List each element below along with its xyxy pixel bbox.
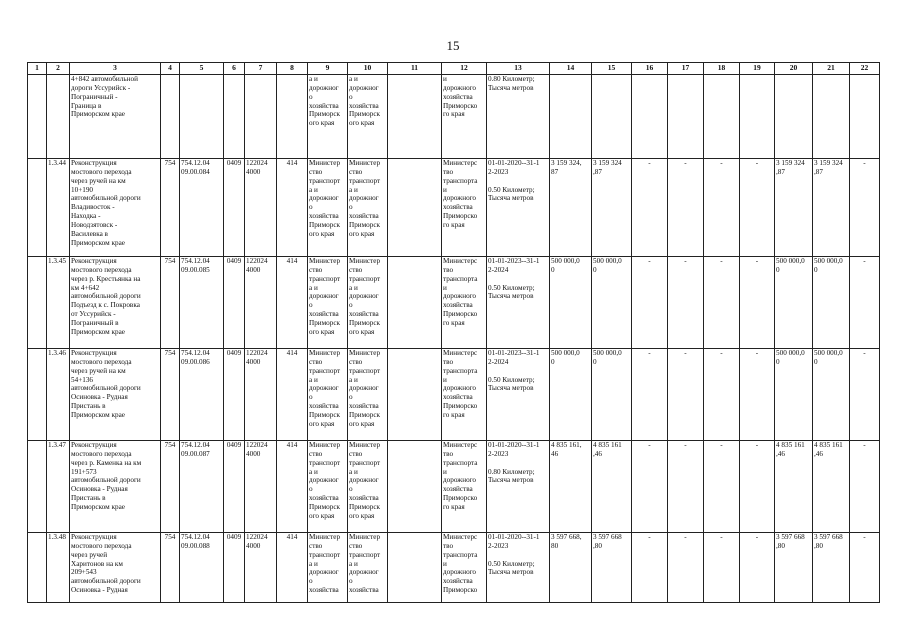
table-cell: Реконструкция мостового перехода через ручей на км 10+190 автомобильной дороги Владивосток - Находка - Новодзятовск - Василевка в Приморском крае	[70, 159, 161, 257]
column-header: 9	[308, 63, 348, 75]
table-cell: 0409	[224, 349, 245, 441]
table-cell: Министер ство транспорт а и дорожног о хозяйства Приморск ого края	[348, 349, 388, 441]
table-cell: 500 000,0 0	[813, 257, 850, 349]
table-cell: Министер ство транспорт а и дорожног о хозяйства Приморск ого края	[348, 159, 388, 257]
header-row	[28, 63, 880, 75]
table-cell: 1.3.45	[47, 257, 70, 349]
table-cell: -	[850, 533, 880, 603]
column-header: 7	[245, 63, 277, 75]
table-row	[28, 533, 880, 603]
page-number: 15	[446, 38, 460, 53]
table-cell: 754.12.04 09.00.084	[180, 159, 224, 257]
table-cell: 01-01-2020--31-1 2-2023 0.50 Километр; Тысяча метров	[487, 159, 550, 257]
table-cell	[388, 159, 442, 257]
table-cell: 500 000,0 0	[775, 349, 813, 441]
table-cell: 414	[277, 349, 308, 441]
column-header: 15	[592, 63, 632, 75]
table-cell	[850, 75, 880, 159]
table-cell: 1.3.47	[47, 441, 70, 533]
table-cell	[632, 75, 668, 159]
table-cell: 414	[277, 159, 308, 257]
column-header: 2	[47, 63, 70, 75]
table-cell: 3 159 324 ,87	[775, 159, 813, 257]
table-cell: -	[704, 533, 740, 603]
table-cell	[704, 75, 740, 159]
table-cell: Министерс тво транспорта и дорожного хозяйства Приморско го края	[442, 159, 487, 257]
table-cell: -	[740, 159, 775, 257]
table-cell: -	[632, 441, 668, 533]
table-cell: 01-01-2023--31-1 2-2024 0.50 Километр; Тысяча метров	[487, 257, 550, 349]
column-header: 8	[277, 63, 308, 75]
table-cell	[161, 75, 180, 159]
table-cell	[388, 441, 442, 533]
column-header: 21	[813, 63, 850, 75]
table-cell: 4 835 161, 46	[550, 441, 592, 533]
table-cell: -	[668, 349, 704, 441]
table-cell: 754.12.04 09.00.087	[180, 441, 224, 533]
table-cell: а и дорожног о хозяйства Приморск ого края	[308, 75, 348, 159]
table-cell: -	[740, 533, 775, 603]
table-cell: 3 597 668 ,80	[775, 533, 813, 603]
table-cell: -	[850, 257, 880, 349]
table-cell: 4 835 161 ,46	[813, 441, 850, 533]
table-cell: 0409	[224, 533, 245, 603]
table-cell: 1.3.44	[47, 159, 70, 257]
table-cell: -	[668, 257, 704, 349]
table-cell: 1.3.48	[47, 533, 70, 603]
table-cell: Реконструкция мостового перехода через р. Крестьянка на км 4+642 автомобильной дороги Подъезд к с. Покровка от Уссурийск - Пограничный в Приморском крае	[70, 257, 161, 349]
table-cell: -	[632, 533, 668, 603]
table-cell	[740, 75, 775, 159]
table-cell: -	[704, 257, 740, 349]
table-cell: -	[668, 441, 704, 533]
table-cell: Министерс тво транспорта и дорожного хозяйства Приморско го края	[442, 257, 487, 349]
table-cell: 0409	[224, 159, 245, 257]
column-header: 10	[348, 63, 388, 75]
table-cell	[388, 533, 442, 603]
table-cell: Министер ство транспорт а и дорожног о хозяйства Приморск ого края	[308, 349, 348, 441]
table-cell	[28, 349, 47, 441]
table-cell: 500 000,0 0	[550, 349, 592, 441]
table-row	[28, 441, 880, 533]
table-row	[28, 75, 880, 159]
table-cell	[245, 75, 277, 159]
table-cell: -	[704, 159, 740, 257]
table-cell: -	[668, 533, 704, 603]
column-header: 18	[704, 63, 740, 75]
column-header: 17	[668, 63, 704, 75]
table-cell: 01-01-2020--31-1 2-2023 0.50 Километр; Тысяча метров	[487, 533, 550, 603]
table-cell: Министер ство транспорт а и дорожног о хозяйства Приморск ого края	[308, 257, 348, 349]
table-cell: 754	[161, 441, 180, 533]
table-row	[28, 159, 880, 257]
table-cell: -	[704, 349, 740, 441]
column-header: 1	[28, 63, 47, 75]
table-cell	[47, 75, 70, 159]
table-cell: -	[740, 349, 775, 441]
column-header: 19	[740, 63, 775, 75]
table-cell: 3 597 668 ,80	[813, 533, 850, 603]
table-cell: -	[850, 441, 880, 533]
column-header: 5	[180, 63, 224, 75]
table-cell	[813, 75, 850, 159]
table-cell: 754	[161, 349, 180, 441]
table-cell: 0.80 Километр; Тысяча метров	[487, 75, 550, 159]
table-cell: Министер ство транспорт а и дорожног о хозяйства	[348, 533, 388, 603]
table-cell: 0409	[224, 441, 245, 533]
table-cell: -	[668, 159, 704, 257]
table-cell	[388, 75, 442, 159]
table-cell: 122024 4000	[245, 159, 277, 257]
table-cell	[28, 257, 47, 349]
column-header: 4	[161, 63, 180, 75]
table-row	[28, 349, 880, 441]
table-cell: 01-01-2020--31-1 2-2023 0.80 Километр; Тысяча метров	[487, 441, 550, 533]
table-cell: Министерс тво транспорта и дорожного хозяйства Приморско го края	[442, 441, 487, 533]
table-cell: 01-01-2023--31-1 2-2024 0.50 Километр; Тысяча метров	[487, 349, 550, 441]
table-cell: 4+842 автомобильной дороги Уссурийск - Пограничный - Граница в Приморском крае	[70, 75, 161, 159]
table-cell: 122024 4000	[245, 349, 277, 441]
table-cell: 3 159 324 ,87	[813, 159, 850, 257]
table-cell	[277, 75, 308, 159]
column-header: 13	[487, 63, 550, 75]
table-cell: Министерс тво транспорта и дорожного хозяйства Приморско го края	[442, 349, 487, 441]
table-row	[28, 257, 880, 349]
table-cell: 414	[277, 533, 308, 603]
column-header: 14	[550, 63, 592, 75]
table-cell: 500 000,0 0	[592, 257, 632, 349]
table-cell	[28, 533, 47, 603]
table-cell: 754.12.04 09.00.085	[180, 257, 224, 349]
table-cell	[28, 159, 47, 257]
table-cell: 500 000,0 0	[813, 349, 850, 441]
table-cell: Министерс тво транспорта и дорожного хозяйства Приморско	[442, 533, 487, 603]
table-cell: 3 159 324 ,87	[592, 159, 632, 257]
table-cell: 500 000,0 0	[550, 257, 592, 349]
table-cell: -	[632, 257, 668, 349]
table-cell	[775, 75, 813, 159]
table-cell	[180, 75, 224, 159]
table-cell	[388, 349, 442, 441]
table-cell: 754	[161, 159, 180, 257]
table-cell: -	[632, 159, 668, 257]
table-cell: Министер ство транспорт а и дорожног о хозяйства	[308, 533, 348, 603]
table-cell: Реконструкция мостового перехода через ручей Харитонов на км 209+543 автомобильной дороги Осиновка - Рудная	[70, 533, 161, 603]
table-cell	[388, 257, 442, 349]
table-cell: Реконструкция мостового перехода через р. Каменка на км 191+573 автомобильной дороги Осиновка - Рудная Пристань в Приморском крае	[70, 441, 161, 533]
table-cell: 414	[277, 257, 308, 349]
table-cell: -	[632, 349, 668, 441]
table-cell: 122024 4000	[245, 533, 277, 603]
table-cell: -	[704, 441, 740, 533]
table-cell: 3 159 324, 87	[550, 159, 592, 257]
column-header: 20	[775, 63, 813, 75]
table-cell: Министер ство транспорт а и дорожног о хозяйства Приморск ого края	[308, 441, 348, 533]
table-cell: Министер ство транспорт а и дорожног о хозяйства Приморск ого края	[348, 257, 388, 349]
table-cell: и дорожного хозяйства Приморско го края	[442, 75, 487, 159]
table-cell: -	[850, 159, 880, 257]
table-cell: 4 835 161 ,46	[592, 441, 632, 533]
table-cell: 754.12.04 09.00.086	[180, 349, 224, 441]
table-cell: 1.3.46	[47, 349, 70, 441]
column-header: 6	[224, 63, 245, 75]
table-cell: -	[740, 257, 775, 349]
table-cell: 754	[161, 257, 180, 349]
table-cell: 0409	[224, 257, 245, 349]
table-cell	[28, 75, 47, 159]
column-header: 22	[850, 63, 880, 75]
table-cell	[28, 441, 47, 533]
table-cell	[224, 75, 245, 159]
table-cell: Министер ство транспорт а и дорожног о хозяйства Приморск ого края	[308, 159, 348, 257]
table-cell: 4 835 161 ,46	[775, 441, 813, 533]
table-cell: 500 000,0 0	[592, 349, 632, 441]
table-cell: 3 597 668, 80	[550, 533, 592, 603]
column-header: 11	[388, 63, 442, 75]
table-cell: 500 000,0 0	[775, 257, 813, 349]
table-cell: 122024 4000	[245, 257, 277, 349]
table-cell	[668, 75, 704, 159]
column-header: 3	[70, 63, 161, 75]
table-cell	[592, 75, 632, 159]
budget-table	[27, 62, 880, 603]
table-cell: Министер ство транспорт а и дорожног о хозяйства Приморск ого края	[348, 441, 388, 533]
column-header: 16	[632, 63, 668, 75]
table-cell: Реконструкция мостового перехода через ручей на км 54+136 автомобильной дороги Осиновка - Рудная Пристань в Приморском крае	[70, 349, 161, 441]
table-cell: 754	[161, 533, 180, 603]
table-cell: 754.12.04 09.00.088	[180, 533, 224, 603]
table-cell: 3 597 668 ,80	[592, 533, 632, 603]
table-cell: 414	[277, 441, 308, 533]
table-cell	[550, 75, 592, 159]
table-cell: -	[740, 441, 775, 533]
table-cell: -	[850, 349, 880, 441]
table-cell: а и дорожног о хозяйства Приморск ого края	[348, 75, 388, 159]
column-header: 12	[442, 63, 487, 75]
table-cell: 122024 4000	[245, 441, 277, 533]
